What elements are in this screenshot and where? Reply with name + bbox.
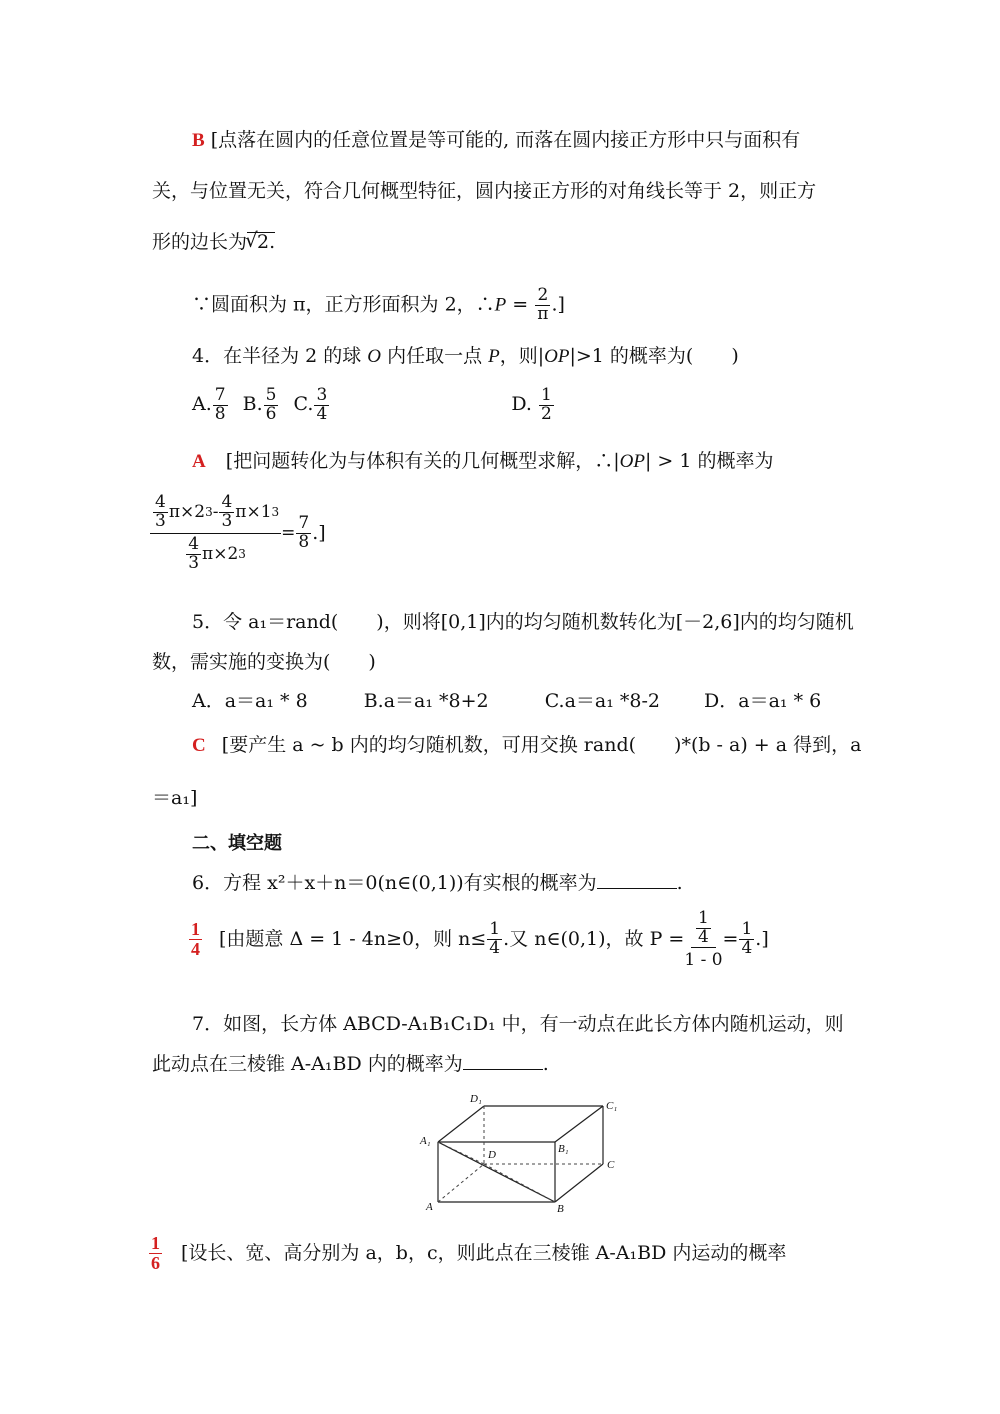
option-label: B. — [242, 393, 263, 416]
frac-den: 8 — [214, 403, 226, 424]
q4-text: 内任取一点 — [381, 345, 489, 367]
frac-1-4 — [739, 921, 754, 958]
label-A1: A₁ — [420, 1135, 431, 1147]
var-O: O — [367, 346, 382, 367]
q5-option-a: A．a＝a₁ * 8 — [192, 690, 308, 712]
minus-sign: - — [212, 501, 219, 522]
frac-num: 1 — [151, 1233, 160, 1253]
label-C: C — [607, 1159, 615, 1171]
q4-answer-formula — [150, 494, 326, 572]
q4-stem — [192, 347, 739, 366]
q6-answer — [188, 910, 769, 969]
frac-4-3 — [153, 494, 168, 531]
answer-blank — [463, 1055, 543, 1070]
q7-text: 此动点在三棱锥 A-A₁BD 内的概率为 — [152, 1053, 463, 1075]
q6-answer-text: .又 n∈(0,1)，故 P = — [503, 927, 685, 950]
edge-AD — [438, 1164, 484, 1202]
option-fraction — [264, 387, 279, 424]
frac-den: 4 — [191, 938, 200, 959]
edge-B1C1 — [555, 1106, 603, 1142]
big-frac-numerator — [691, 910, 716, 948]
close-text: .] — [551, 293, 565, 316]
frac-num: 7 — [214, 385, 226, 405]
q4-answer-text: | > 1 的概率为 — [644, 450, 774, 472]
frac-num: 1 — [741, 919, 753, 939]
q4-option-b — [242, 385, 280, 424]
q3-answer-text: [点落在圆内的任意位置是等可能的, 而落在圆内接正方形中只与面积有 — [210, 129, 801, 151]
frac-num: 1 — [540, 385, 552, 405]
edge-BC — [555, 1164, 603, 1202]
big-fraction — [150, 494, 281, 572]
frac-den: 3 — [188, 552, 200, 573]
frac-den: 6 — [151, 1252, 160, 1273]
q5-options — [192, 692, 821, 711]
frac-den: 6 — [265, 403, 277, 424]
section-heading: 二、填空题 — [192, 833, 282, 854]
label-B: B — [557, 1203, 564, 1215]
frac-4-3 — [219, 494, 234, 531]
q5-line1: 5．令 a₁＝rand( )，则将[0,1]内的均匀随机数转化为[－2,6]内的均匀随机 — [192, 611, 854, 633]
frac-den: 8 — [298, 531, 310, 552]
close-text: .] — [312, 521, 326, 544]
end-period: . — [676, 872, 683, 894]
label-B1: B₁ — [558, 1143, 569, 1155]
q7-line1: 7．如图，长方体 ABCD-A₁B₁C₁D₁ 中，有一动点在此长方体内随机运动，则 — [192, 1013, 844, 1035]
eq-sign: = — [281, 522, 296, 543]
q5-answer-text: [要产生 a ~ b 内的均匀随机数，可用交换 rand( )*(b - a) + a 得到，a — [221, 734, 862, 756]
q7-answer-text: [设长、宽、高分别为 a，b，c，则此点在三棱锥 A-A₁BD 内运动的概率 — [181, 1241, 787, 1264]
frac-den: 4 — [316, 403, 328, 424]
fraction-2-pi — [535, 287, 550, 324]
q3-side-text: 形的边长为 — [152, 231, 248, 253]
q6-text: 6．方程 x²＋x＋n＝0(n∈(0,1))有实根的概率为 — [192, 872, 597, 894]
label-D1: D₁ — [470, 1093, 482, 1105]
q5-option-d: D．a＝a₁ * 6 — [704, 690, 822, 712]
frac-num: 1 — [698, 908, 709, 928]
eq-sign: = — [722, 927, 739, 950]
q6-stem — [192, 874, 683, 893]
q3-answer-line4 — [192, 287, 565, 324]
frac-1-4 — [487, 921, 502, 958]
answer-letter: A — [192, 451, 206, 472]
q5-answer-line1 — [192, 736, 861, 755]
frac-den: 4 — [741, 937, 753, 958]
q4-option-a — [192, 385, 229, 424]
frac-num: 4 — [188, 533, 200, 554]
q4-option-c — [293, 385, 331, 424]
big-frac-denominator — [185, 534, 246, 573]
q3-area-text: ∵圆面积为 π，正方形面积为 2，∴ — [192, 293, 495, 316]
frac-den: 2 — [540, 403, 552, 424]
q4-option-d — [511, 385, 554, 424]
frac-num: 7 — [298, 512, 310, 533]
frac-num: 2 — [537, 285, 549, 305]
q5-line2: 数，需实施的变换为( ) — [152, 651, 376, 673]
option-fraction — [314, 387, 329, 424]
frac-num: 3 — [316, 385, 328, 405]
var-P: P — [488, 346, 500, 367]
q4-text: |>1 的概率为( ) — [569, 345, 739, 367]
q4-answer-text: [把问题转化为与体积有关的几何概型求解，∴| — [225, 450, 620, 472]
exponent: 3 — [271, 505, 280, 520]
edge-DB — [484, 1164, 555, 1202]
frac-num: 1 — [489, 919, 501, 939]
eq-sign: = — [506, 293, 535, 316]
big-frac-denominator: 1 - 0 — [684, 949, 723, 970]
var-OP: OP — [619, 451, 645, 472]
end-period: . — [542, 1053, 549, 1075]
frac-num: 5 — [265, 385, 277, 405]
edge-A1D1 — [438, 1106, 484, 1142]
q3-answer-line2: 关，与位置无关，符合几何概型特征，圆内接正方形的对角线长等于 2，则正方 — [152, 180, 817, 202]
q3-answer-line1 — [192, 131, 800, 150]
q7-answer — [148, 1234, 786, 1273]
frac-den: 3 — [221, 510, 233, 531]
var-P: P — [494, 294, 507, 316]
label-D: D — [488, 1149, 496, 1161]
option-fraction — [539, 387, 554, 424]
q4-text: 4．在半径为 2 的球 — [192, 345, 368, 367]
expr-text: π×2 — [168, 501, 206, 522]
q5-option-b: B.a＝a₁ *8+2 — [363, 690, 489, 712]
frac-1-4 — [696, 910, 711, 947]
exponent: 3 — [205, 505, 213, 520]
option-fraction — [213, 387, 228, 424]
sqrt-2: √ 2. — [247, 232, 275, 253]
edge-A1D — [438, 1142, 484, 1164]
answer-fraction — [189, 920, 202, 959]
result-fraction — [296, 512, 311, 552]
q5-answer-line2: ＝a₁] — [152, 787, 198, 809]
answer-letter: B — [192, 130, 205, 151]
q6-answer-text: [由题意 Δ = 1 - 4n≥0，则 n≤ — [219, 927, 487, 950]
expr-text: π×1 — [235, 501, 272, 522]
answer-fraction — [149, 1234, 162, 1273]
label-A: A — [426, 1201, 433, 1213]
frac-den: π — [537, 303, 549, 324]
frac-den: 4 — [698, 926, 709, 947]
frac-den: 3 — [155, 510, 166, 531]
q4-text: ，则| — [499, 345, 545, 367]
cuboid-figure — [400, 1090, 640, 1220]
q5-option-c: C.a＝a₁ *8-2 — [544, 690, 660, 712]
answer-blank — [597, 874, 677, 889]
close-text: .] — [755, 927, 769, 950]
q4-answer-line1 — [192, 452, 773, 471]
big-frac-numerator — [150, 494, 281, 534]
big-fraction — [684, 910, 722, 969]
option-label: D. — [511, 393, 532, 416]
frac-num: 4 — [221, 492, 233, 512]
option-label: A. — [192, 393, 212, 416]
expr-text: π×2 — [202, 543, 239, 564]
frac-den: 4 — [489, 937, 501, 958]
option-label: C. — [293, 393, 314, 416]
var-OP: OP — [544, 346, 570, 367]
label-C1: C₁ — [606, 1100, 618, 1112]
q7-line2 — [152, 1055, 549, 1074]
frac-num: 4 — [155, 492, 166, 512]
frac-4-3 — [186, 533, 201, 573]
q3-answer-line3 — [152, 232, 275, 253]
frac-num: 1 — [191, 918, 200, 939]
q4-options — [192, 387, 555, 424]
answer-letter: C — [192, 735, 206, 756]
exponent: 3 — [238, 547, 246, 562]
